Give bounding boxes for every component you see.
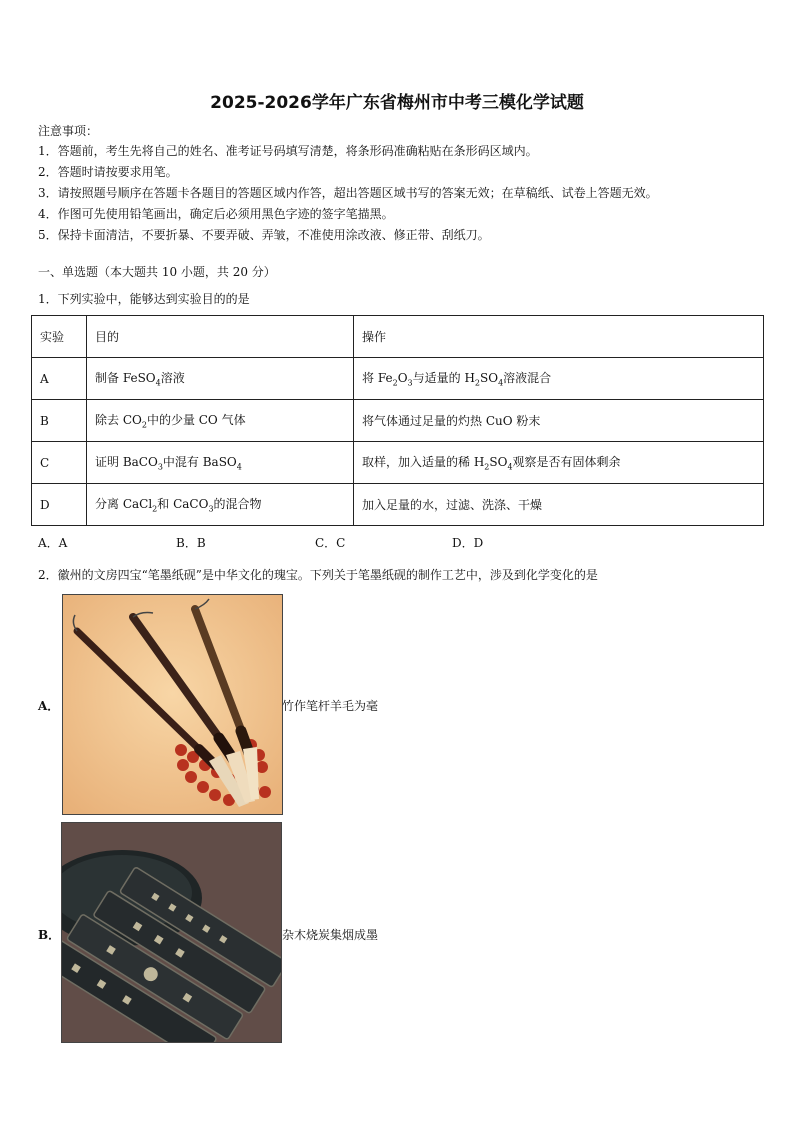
row-label: D — [32, 484, 87, 526]
row-purpose: 除去 $CO_2$中的少量 CO 气体 — [87, 400, 354, 442]
option-b: B．B — [176, 536, 206, 550]
ink-sticks-photo — [61, 822, 282, 1043]
experiment-table — [31, 315, 764, 526]
ink-sticks-illustration — [62, 823, 281, 1042]
table-row — [32, 484, 764, 526]
page-title: 2025-2026学年广东省梅州市中考三模化学试题 — [210, 93, 584, 113]
notice-item: 1．答题前，考生先将自己的姓名、准考证号码填写清楚，将条形码准确粘贴在条形码区域内。 — [38, 144, 538, 158]
row-purpose: 分离 CaCl$_2$和 CaCO$_3$的混合物 — [87, 484, 354, 526]
table-row — [32, 400, 764, 442]
table-header-cell: 操作 — [354, 316, 764, 358]
notice-heading: 注意事项： — [38, 124, 99, 138]
table-row — [32, 442, 764, 484]
row-operation: 取样，加入适量的稀 $H_2SO_4$观察是否有固体剩余 — [354, 442, 764, 484]
row-operation: 将气体通过足量的灼热 CuO 粉末 — [354, 400, 764, 442]
table-header-cell: 实验 — [32, 316, 87, 358]
notice-item: 3．请按照题号顺序在答题卡各题目的答题区域内作答，超出答题区域书写的答案无效；在草稿纸、试卷上答题无效。 — [38, 186, 658, 200]
notice-item: 2．答题时请按要求用笔。 — [38, 165, 178, 179]
row-operation: 将 $Fe_2O_3$与适量的 $H_2SO_4$溶液混合 — [354, 358, 764, 400]
row-label: B — [32, 400, 87, 442]
question-2-stem: 2．徽州的文房四宝“笔墨纸砚”是中华文化的瑰宝。下列关于笔墨纸砚的制作工艺中，涉及到化学变化的是 — [38, 568, 598, 582]
option-a-label: A． — [38, 699, 60, 713]
brush-pens-illustration — [63, 595, 282, 814]
option-b-text: 杂木烧炭集烟成墨 — [282, 928, 379, 942]
row-purpose: 证明 BaCO$_3$中混有 BaSO$_4$ — [87, 442, 354, 484]
row-purpose: 制备 FeSO$_4$溶液 — [87, 358, 354, 400]
option-a: A．A — [38, 536, 68, 550]
table-header-row — [32, 316, 764, 358]
brush-pens-photo — [62, 594, 283, 815]
option-a-text: 竹作笔杆羊毛为毫 — [282, 699, 379, 713]
section-heading: 一、单选题（本大题共 10 小题，共 20 分） — [38, 265, 276, 279]
question-1-stem: 1．下列实验中，能够达到实验目的的是 — [38, 292, 250, 306]
row-label: C — [32, 442, 87, 484]
row-operation: 加入足量的水，过滤、洗涤、干燥 — [354, 484, 764, 526]
notice-item: 5．保持卡面清洁，不要折暴、不要弄破、弄皱，不准使用涂改液、修正带、刮纸刀。 — [38, 228, 490, 242]
option-b-label: B． — [38, 928, 61, 942]
table-header-cell: 目的 — [87, 316, 354, 358]
notice-list — [38, 141, 658, 246]
option-c: C．C — [315, 536, 346, 550]
notice-item: 4．作图可先使用铅笔画出，确定后必须用黑色字迹的签字笔描黑。 — [38, 207, 394, 221]
option-d: D．D — [452, 536, 484, 550]
row-label: A — [32, 358, 87, 400]
table-row — [32, 358, 764, 400]
